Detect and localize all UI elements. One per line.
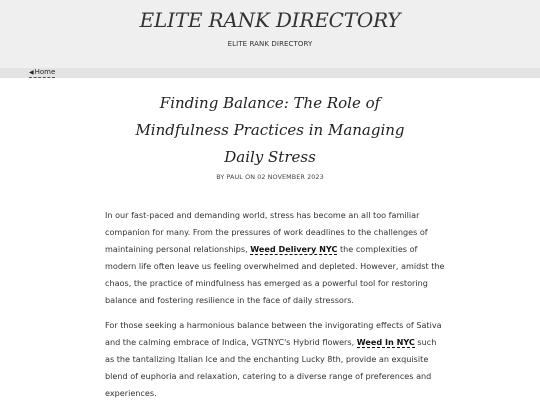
paragraph-1-text-b: the complexities of modern life often leave us feeling overwhelmed and depleted. However, amidst the chaos, the practice of mindfulness has emerged as a powerful tool for restoring balance and fostering resilience in the face of daily stressors. [105,244,445,305]
home-link-label: Home [34,68,56,76]
nav-bar [0,68,540,78]
site-header [0,0,540,68]
post-content [105,207,445,410]
site-title[interactable]: ELITE RANK DIRECTORY [139,8,401,32]
paragraph-2-text-b: such as the tantalizing Italian Ice and the enchanting Lucky 8th, provide an exquisite blend of euphoria and relaxation, catering to a diverse range of preferences and experiences. [105,337,437,398]
paragraph-2-text-a: For those seeking a harmonious balance between the invigorating effects of Sativa and the calming embrace of Indica, VGTNYC's Hybrid flowers, [105,320,442,347]
paragraph-1-text-a: In our fast-paced and demanding world, stress has become an all too familiar companion for many. From the pressures of work deadlines to the challenges of maintaining personal relationships, [105,210,428,254]
weed-delivery-nyc-link[interactable]: Weed Delivery NYC [250,244,338,254]
weed-in-nyc-link[interactable]: Weed In NYC [356,337,415,347]
paragraph-2 [105,317,445,402]
home-link[interactable] [29,68,55,78]
paragraph-1 [105,207,445,309]
post-title: Finding Balance: The Role of Mindfulness Practices in Managing Daily Stress [135,94,405,166]
back-arrow-icon: ◀ [29,69,34,76]
post-byline: BY PAUL ON 02 NOVEMBER 2023 [216,173,324,181]
site-description: ELITE RANK DIRECTORY [227,40,313,48]
